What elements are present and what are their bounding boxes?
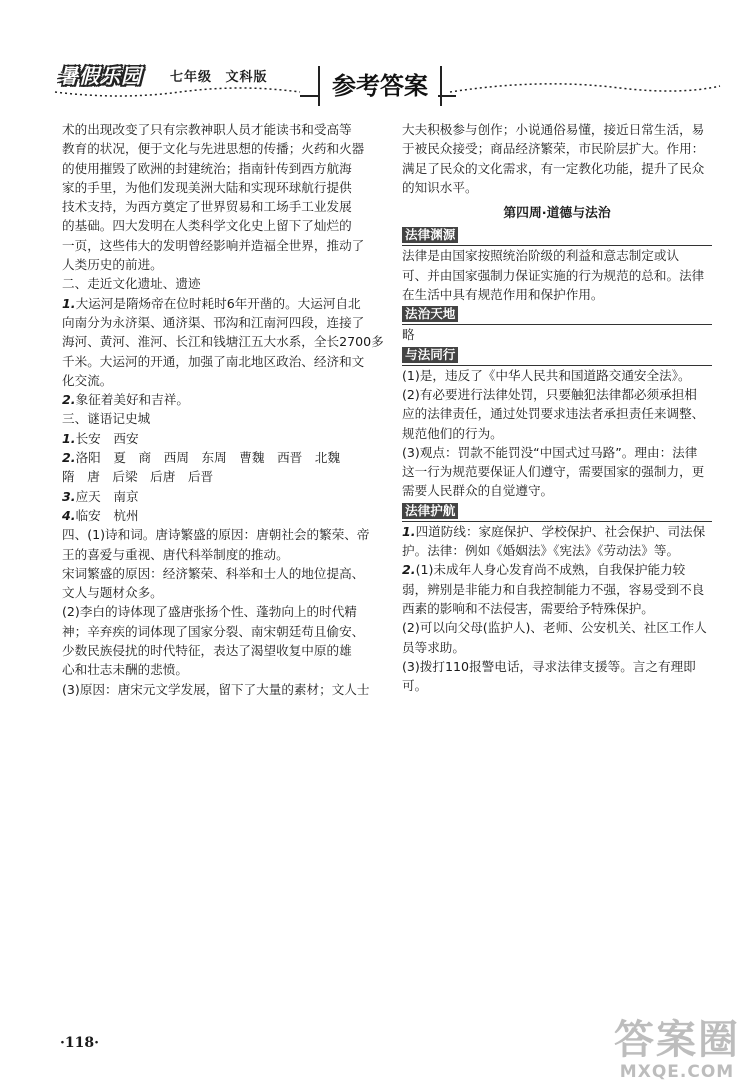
text-line: (1)未成年人身心发育尚不成熟，自我保护能力较 [415, 562, 686, 578]
question-number: 2. [402, 562, 416, 578]
right-paragraph-1 [402, 120, 712, 197]
text-line: 隋 唐 后梁 后唐 后晋 [62, 469, 214, 485]
text-line: 文人与题材众多。 [62, 585, 163, 601]
question-number: 3. [62, 488, 76, 504]
question-number: 2. [62, 450, 76, 466]
week-title: 第四周·道德与法治 [503, 206, 611, 222]
text-line: 家的手里，为他们发现美洲大陆和实现环球航行提供 [62, 179, 352, 195]
section-4 [62, 525, 380, 699]
text-line: (2)可以向父母(监护人)、老师、公安机关、社区工作人 [402, 620, 707, 636]
watermark-logo-text: 答案圈 [614, 1017, 740, 1063]
text-line: 神；辛弃疾的词体现了国家分裂、南宋朝廷苟且偷安、 [62, 623, 365, 639]
text-line: 法律是由国家按照统治阶级的利益和意志制定或认 [402, 248, 680, 264]
answer-2-1 [62, 294, 384, 390]
section-tag: 与法同行 [402, 347, 458, 363]
text-line: (3)原因：唐宋元文学发展，留下了大量的素材；文人士 [62, 681, 370, 697]
text-line: 四道防线：家庭保护、学校保护、社会保护、司法保 [415, 523, 706, 539]
text-line: 大运河是隋炀帝在位时耗时6年开凿的。大运河自北 [75, 295, 361, 311]
text-line: 可、并由国家强制力保证实施的行为规范的总和。法律 [402, 267, 705, 283]
right-column [402, 120, 712, 695]
answer-text: 象征着美好和吉祥。 [75, 392, 189, 408]
answer-3-2 [62, 448, 380, 467]
answer-3-4 [62, 506, 380, 525]
answer-text: 洛阳 夏 商 西周 东周 曹魏 西晋 北魏 [75, 450, 341, 466]
left-column [62, 120, 384, 699]
answer-2-2 [62, 390, 380, 409]
edition: 文科版 [225, 70, 268, 85]
text-line: 大夫积极参与创作；小说通俗易懂，接近日常生活，易 [402, 122, 705, 137]
section-title: 二、走近文化遗址、遗迹 [62, 276, 201, 292]
page-number: ·118· [60, 1035, 99, 1051]
text-line: 的基础。四大发明在人类科学文化史上留下了灿烂的 [62, 218, 352, 234]
text-line: 教育的状况，便于文化与先进思想的传播；火药和火器 [62, 141, 365, 157]
text-line: 心和壮志未酬的悲愤。 [62, 662, 188, 678]
question-number: 1. [62, 430, 76, 446]
answer-3-3 [62, 487, 380, 506]
page-header [0, 0, 750, 120]
grade: 七年级 [170, 70, 213, 85]
text-line: 在生活中具有规范作用和保护作用。 [402, 287, 604, 303]
text-line: (2)李白的诗体现了盛唐张扬个性、蓬勃向上的时代精 [62, 604, 357, 620]
text-line: (3)观点：罚款不能罚没“中国式过马路”。理由：法律 [402, 444, 698, 460]
text-line: 略 [402, 327, 415, 343]
question-number: 2. [62, 392, 76, 408]
text-line: 的使用摧毁了欧洲的封建统治；指南针传到西方航海 [62, 160, 352, 176]
text-line: 海河、黄河、淮河、长江和钱塘江五大水系，全长2700多 [62, 334, 384, 350]
text-line: 千米。大运河的开通，加强了南北地区政治、经济和文 [62, 353, 365, 369]
text-line: (2)有必要进行法律处罚，只要触犯法律都必须承担相 [402, 386, 697, 402]
text-line: 宋词繁盛的原因：经济繁荣、科举和士人的地位提高、 [62, 565, 365, 581]
series-logo: 暑假乐园 [58, 64, 142, 88]
section-tag: 法治天地 [402, 306, 458, 322]
text-line: 术的出现改变了只有宗教神职人员才能读书和受高等 [62, 122, 352, 137]
reference-answer-badge: 参考答案 [318, 66, 442, 106]
answer-text: 长安 西安 [75, 430, 139, 446]
text-line: 西素的影响和不法侵害，需要给予特殊保护。 [402, 600, 654, 616]
text-line: 少数民族侵扰的时代特征，表达了渴望收复中原的雄 [62, 643, 352, 659]
text-line: 可。 [402, 678, 428, 694]
text-line: 这一行为规范要保证人们遵守，需要国家的强制力，更 [402, 464, 705, 480]
text-line: 王的喜爱与重视、唐代科举制度的推动。 [62, 546, 289, 562]
section-tag-bar [402, 304, 712, 325]
text-line: 于被民众接受；商品经济繁荣，市民阶层扩大。作用： [402, 141, 705, 157]
site-watermark [612, 1018, 742, 1082]
text-line: 技术支持，为西方奠定了世界贸易和工场手工业发展 [62, 199, 352, 215]
text-line: 应的法律责任，通过处罚要求违法者承担责任来调整、 [402, 406, 705, 422]
text-line: 一页，这些伟大的发明曾经影响并造福全世界，推动了 [62, 237, 365, 253]
answer-text: 应天 南京 [75, 488, 139, 504]
answer-1 [402, 522, 712, 541]
question-number: 4. [62, 507, 76, 523]
text-line: 需要人民群众的自觉遵守。 [402, 483, 554, 499]
section-tag: 法律渊源 [402, 227, 458, 243]
text-line: 满足了民众的文化需求，有一定教化功能，提升了民众 [402, 160, 705, 176]
text-line: 员等求助。 [402, 639, 465, 655]
section-tag-bar [402, 225, 712, 246]
grade-label [170, 66, 268, 85]
text-line: 的知识水平。 [402, 179, 478, 195]
text-line: 护。法律：例如《婚姻法》《宪法》《劳动法》等。 [402, 543, 680, 559]
text-line: 人类历史的前进。 [62, 257, 163, 273]
text-line: (1)是，违反了《中华人民共和国道路交通安全法》。 [402, 367, 691, 383]
answer-text: 临安 杭州 [75, 507, 139, 523]
text-line: 向南分为永济渠、通济渠、邗沟和江南河四段，连接了 [62, 314, 365, 330]
section-tag-bar [402, 501, 712, 522]
text-line: 四、(1)诗和词。唐诗繁盛的原因：唐朝社会的繁荣、帝 [62, 527, 370, 543]
answer-3-1 [62, 429, 380, 448]
watermark-domain: MXQE.COM [619, 1062, 735, 1082]
section-title: 三、谜语记史城 [62, 411, 151, 427]
text-line: 弱，辨别是非能力和自我控制能力不强，容易受到不良 [402, 581, 705, 597]
left-paragraph-1 [62, 120, 380, 274]
text-line: 规范他们的行为。 [402, 425, 503, 441]
answer-2 [402, 560, 712, 579]
text-line: (3)拨打110报警电话，寻求法律支援等。言之有理即 [402, 658, 696, 674]
section-tag: 法律护航 [402, 503, 458, 519]
section-tag-bar [402, 345, 712, 366]
question-number: 1. [62, 295, 76, 311]
text-line: 化交流。 [62, 372, 113, 388]
question-number: 1. [402, 523, 416, 539]
